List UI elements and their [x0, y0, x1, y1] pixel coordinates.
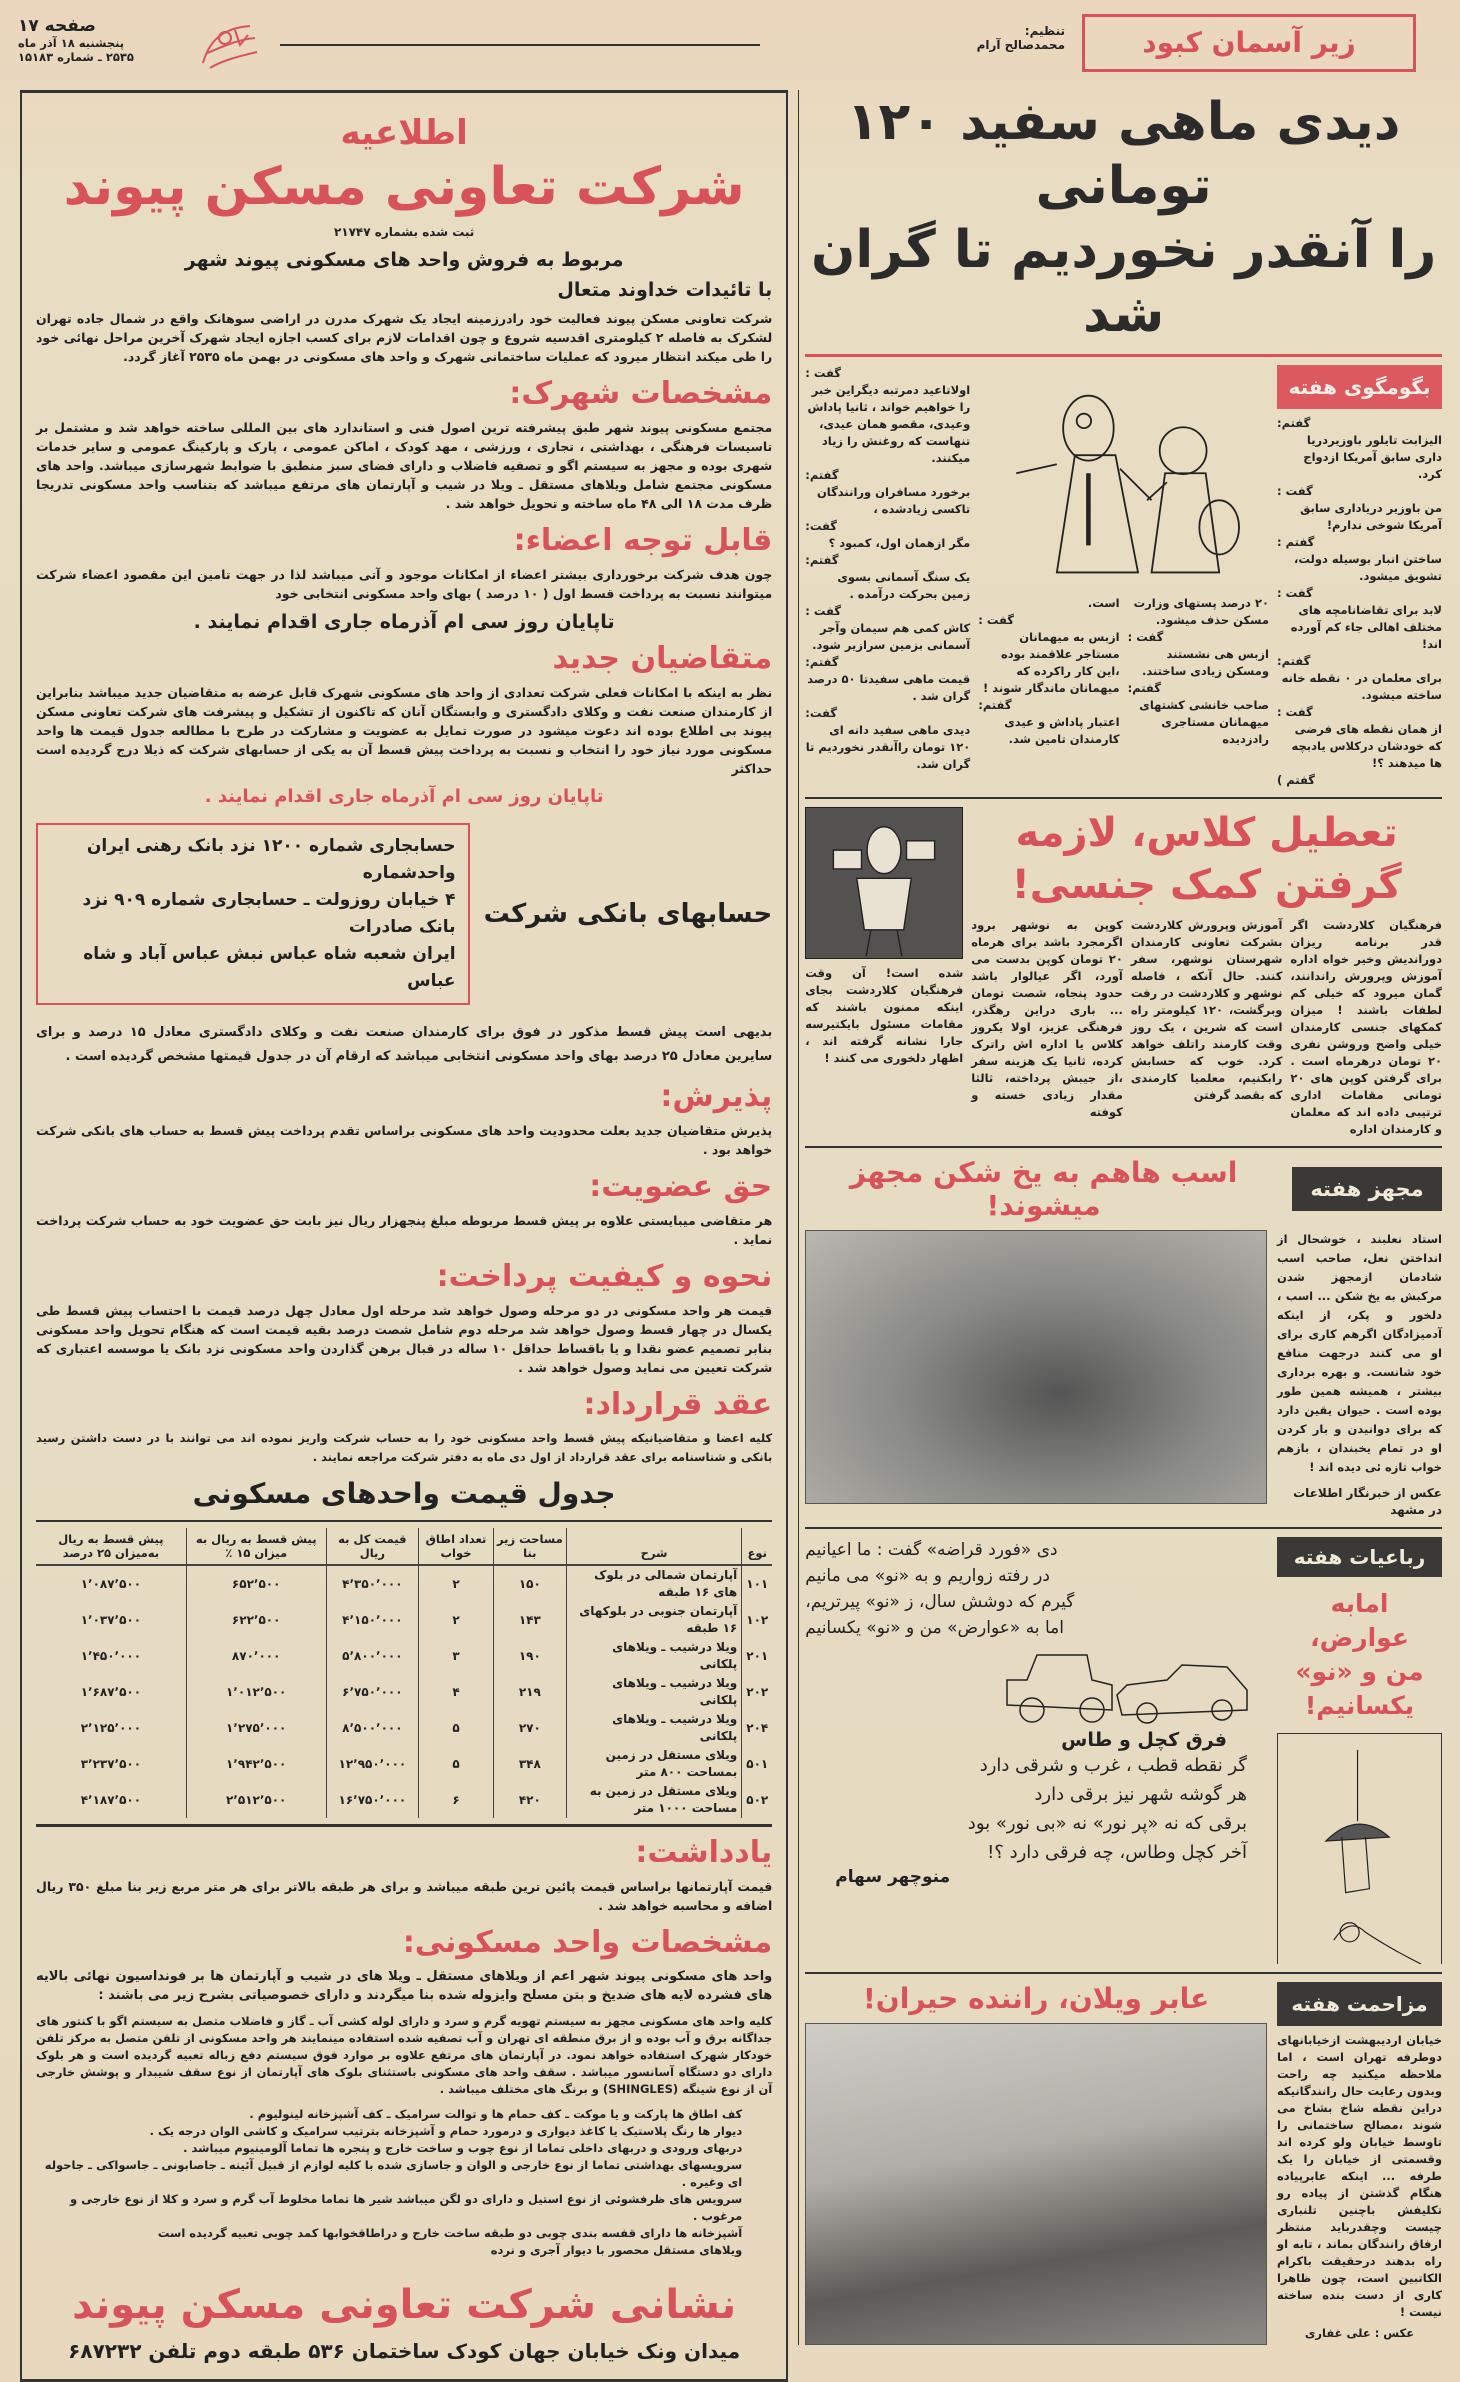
downpayment-text: بدیهی است پیش قسط مذکور در فوق برای کارمندان صنعت نفت و وکلای دادگستری معادل ۱۵ درصد و برای سایرین معادل ۲۵ درصد بهای واحد مسکونی انتخابی میباشد که ارقام آن در جدول قیمتها مشخص گردیده است .	[36, 1025, 773, 1064]
horse-headline: اسب هاهم به یخ شکن مجهز میشوند!	[849, 1156, 1238, 1222]
dialogue-line: گفتم:	[1277, 654, 1311, 668]
unit-spec-item: ویلاهای مستقل محصور با دیوار آجری و نرده	[490, 2243, 743, 2257]
street-side	[1277, 1982, 1442, 2342]
street-main	[805, 1982, 1267, 2345]
street-photo	[805, 2023, 1267, 2345]
class-columns	[971, 917, 1442, 1138]
acceptance-text: پذیرش متقاضیان جدید بعلت محدودیت واحد های مسکونی براساس تقدم پرداخت پیش قسط به حساب های بانکی شرکت خواهد بود .	[36, 1123, 773, 1157]
table-cell: ۴۲۰	[493, 1782, 566, 1818]
poem-line: اما به «عوارض» من و «نو» یکسانیم	[805, 1618, 1064, 1638]
class-column: آموزش وپرورش کلاردشت بشرکت تعاونی کارمندان شهرستان نوشهر، سفر کنند. حال آنکه ، فاصله نوشهر و کلاردشت در رفت وبرگشت، ۱۲۰ کیلومتر راه است که شرین ، یک روز وقت کارمند راتلف خواهد کرد. خوب که حسابش رابکنیم، معلمیا کارمندی که بقصد گرفتن	[1130, 918, 1283, 1102]
table-cell: ۴	[419, 1674, 494, 1710]
table-cell: ۱۴۳	[493, 1602, 566, 1638]
unit-specs-lead: واحد های مسکونی پیوند شهر اعم از ویلاهای مستقل ـ ویلا های در شیب و آپارتمان ها بر فونداسیون نهائی بالایه های فشرده لایه های ضدیخ و بتن مسلح وایزوله شده بنا میگردند و دارای خصوصیاتی بشرح زیر می باشند :	[36, 1969, 773, 2003]
rubaiyat-poem-2-title: فرق کچل و طاس	[1061, 1729, 1227, 1751]
table-cell: ۲۰۱	[742, 1638, 772, 1674]
masthead	[0, 0, 1460, 90]
table-header: پیش قسط به ریال به میزان ۱۵ ٪	[186, 1528, 326, 1565]
newspaper-logo	[195, 18, 265, 73]
dialogue-line: ۲۰ درصد پستهای وزارت مسکن حذف میشود.	[1133, 596, 1269, 627]
table-row	[36, 1674, 772, 1710]
table-header: مساحت زیر بنا	[493, 1528, 566, 1565]
applicants-deadline: تاپایان روز سی ام آذرماه جاری اقدام نمایند .	[204, 786, 604, 807]
credit-label: تنظیم:	[1024, 24, 1065, 38]
dialogue-line: مگر ازهمان اول، کمبود ؟	[828, 536, 971, 550]
table-cell: ۳۴۸	[493, 1746, 566, 1782]
dialogue-line: گفتم:	[805, 655, 839, 669]
address-title: نشانی شرکت تعاونی مسکن پیوند	[72, 2282, 737, 2328]
price-table-title: جدول قیمت واحدهای مسکونی	[192, 1477, 616, 1510]
table-cell: ۳٬۲۳۷٬۵۰۰	[80, 1756, 142, 1771]
table-cell: ۵٬۸۰۰٬۰۰۰	[326, 1638, 419, 1674]
dialogue-middle	[978, 365, 1269, 748]
heading-contract: عقد قرارداد:	[583, 1387, 773, 1422]
dialogue-line: گفت:	[805, 519, 837, 533]
main-headline-line: دیدی ماهی سفید ۱۲۰ تومانی	[846, 92, 1401, 216]
street-section	[805, 1982, 1442, 2345]
members-text: چون هدف شرکت برخورداری بیشتر اعضاء از امکانات موجود و آتی میباشد لذا در جهت تامین این مقصود اعضاء شرکت میتوانند نسبت به پرداخت قسط اول ( ۱۰ درصد ) بهای واحد مسکونی انتخابی خود	[36, 567, 773, 601]
table-cell: ۱۶٬۷۵۰٬۰۰۰	[326, 1782, 419, 1818]
members-deadline: تاپایان روز سی ام آذرماه جاری اقدام نمایند .	[193, 611, 615, 633]
dialogue-mid-right-column	[1128, 595, 1269, 748]
payment-text: قیمت هر واحد مسکونی در دو مرحله وصول خواهد شد مرحله اول معادل چهل درصد قیمت با احتساب پیش قسط طی یکسال در چهار قسط وصول خواهد شد مرحله دوم شامل شصت درصد بقیه قیمت است که هنگام تحویل واحد مسکونی بنابر تصمیم عضو نقدا و یا باقساط حداقل ۱۰ ساله در قبال برهن گذاردن واحد مسکونی نزد بانک یا موسسه اعتباری که شرکت تعیین می نماید وصول خواهد شد .	[36, 1303, 773, 1375]
dialogue-line: گفتم )	[1277, 773, 1315, 787]
table-cell: ۱۰۱	[742, 1565, 772, 1602]
table-cell: ۶	[419, 1782, 494, 1818]
ad-blessing: با تائیدات خداوند متعال	[557, 279, 773, 301]
table-cell: ۲۰۲	[742, 1674, 772, 1710]
dialogue-line: گفتم:	[978, 698, 1012, 712]
table-cell: ۱۲٬۹۵۰٬۰۰۰	[326, 1746, 419, 1782]
table-row	[36, 1710, 772, 1746]
horse-text-wrap	[1277, 1230, 1442, 1519]
table-cell: ۲۰۴	[742, 1710, 772, 1746]
dialogue-line: ازبس به میهمانان مستاجر علاقمند بوده ،این کار راکرده که میهمانان ماندگار شوند !	[982, 630, 1120, 695]
heading-applicants: متقاضیان جدید	[552, 641, 773, 676]
bank-accounts	[36, 823, 772, 1005]
ad-intro: شرکت تعاونی مسکن پیوند فعالیت خود رادرزمینه ایجاد یک شهرک مدرن در اراضی سوهانک واقع در شمال جاده تهران لشکرک به فاصله ۲ کیلومتری اقدسیه شروع و چون اقدامات لازم برای کسب اجازه ایجاد شهرک آخرین مراحل نهائی خود را طی میکند انتظار میرود که عملیات ساختمانی شهرک و واحد های مسکونی در بهمن ماه ۲۵۳۵ آغاز گردد.	[36, 311, 773, 364]
table-cell: ۳	[419, 1638, 494, 1674]
dialogue-line: است.	[1087, 596, 1120, 610]
table-cell: ۲۱۹	[493, 1674, 566, 1710]
dialogue-mid-columns	[978, 595, 1269, 748]
heading-membership: حق عضویت:	[589, 1169, 773, 1204]
dialogue-line: قیمت ماهی سفیدتا ۵۰ درصد گران شد .	[807, 672, 971, 703]
right-column	[798, 90, 1442, 2345]
dialogue-line: گفتم:	[1127, 681, 1161, 695]
rubaiyat-poem-1	[805, 1537, 1267, 1641]
class-headline-line: تعطیل کلاس، لازمه	[1015, 810, 1398, 856]
table-cell: ۴٬۱۵۰٬۰۰۰	[326, 1602, 419, 1638]
dialogue-line: گفت :	[805, 604, 841, 618]
ad-company-name: شرکت تعاونی مسکن پیوند	[63, 157, 745, 217]
horse-text: استاد نعلبند ، خوشحال از انداختن نعل، صاحب اسب شادمان ازمجهز شدن مرکبش به یخ شکن ... اسب ، دلخور و پکر، از اینکه آدمیزادگان اگرهم کاری برای او می کنند درجهت منافع خود شانست. و بهره برداری بیشتر ، همیشه همین طور بوده است . حیوان یقین دارد که برای دوانیدن و بار کردن او در تمام یخبندان ، بازهم خواب تازه ئی دیده اند !	[1277, 1232, 1442, 1474]
membership-text: هر متقاضی میبایستی علاوه بر پیش قسط مربوطه مبلغ پنجهزار ریال نیز بابت حق عضویت خود به حساب شرکت پرداخت نماید .	[36, 1213, 773, 1247]
rubaiyat-section	[805, 1537, 1442, 1964]
table-cell: ویلای مستقل در زمین بمساحت ۸۰۰ متر	[566, 1746, 741, 1782]
class-column: شده است! آن وقت فرهنگیان کلاردشت بجای اینکه ممنون باشند که مقامات مسئول بایکتیرسه جارا نشانه گرفته اند ، اظهار دلخوری می کنند !	[805, 966, 964, 1065]
section-divider	[805, 797, 1442, 799]
poem-line: گر نقطه قطب ، غرب و شرقی دارد	[979, 1755, 1247, 1776]
poem-line: آخر کچل وطاس، چه فرقی دارد ؟!	[987, 1842, 1247, 1863]
rubaiyat-headline-line: من و «نو» یکسانیم!	[1295, 1657, 1424, 1720]
bank-line: ایران شعبه شاه عباس نبش عباس آباد و شاه عباس	[83, 944, 456, 991]
table-cell: ۵۰۲	[742, 1782, 772, 1818]
dialogue-line: برخورد مسافران ورانندگان تاکسی زیادشده ،	[816, 485, 971, 516]
table-cell: ۸۷۰٬۰۰۰	[186, 1638, 326, 1674]
table-row	[36, 1746, 772, 1782]
table-cell: ۵	[419, 1746, 494, 1782]
dialogue-line: الیزابت تایلور باوزیردریا داری سابق آمریکا ازدواج کرد.	[1303, 433, 1442, 481]
class-side	[805, 807, 963, 1067]
bank-line: حسابجاری شماره ۱۲۰۰ نزد بانک رهنی ایران واحدشماره	[86, 836, 456, 883]
class-column: فرهنگیان کلاردشت اگر قدر برنامه ریزان دوراندیش وخیر خواه اداره آموزش وپرورش راندانند، گمان میرود که خیلی کم لطفات باشند ! میزان کمکهای جنسی کارمندان خیلی واضح وروشن نفری ۲۰ تومان درهرماه است . برای گرفتن کوپن های ۲۰ تومانی مقامات اداری ترتیبی داده اند که معلمان و کارمندان اداره	[1290, 918, 1442, 1136]
credits	[940, 24, 1065, 52]
dialogue-line: گفتم :	[1277, 535, 1315, 549]
dialogue-line: گفت :	[1127, 630, 1164, 644]
dialogue-line: برای معلمان در ۰ نقطه خانه ساخته میشود.	[1281, 671, 1442, 702]
heading-town-specs: مشخصات شهرک:	[509, 376, 773, 411]
street-headline: عابر ویلان، راننده حیران!	[863, 1982, 1210, 2015]
table-header: قیمت کل به ریال	[326, 1528, 419, 1565]
table-cell: ۱۵۰	[493, 1565, 566, 1602]
table-cell: ۲٬۱۲۵٬۰۰۰	[80, 1720, 142, 1735]
ad-notice: اطلاعیه	[340, 113, 468, 153]
umbrella-cartoon	[1277, 1733, 1442, 1964]
dialogue-line: یک سنگ آسمانی بسوی زمین بحرکت درآمده .	[837, 570, 971, 601]
table-cell: ۱٬۰۸۷٬۵۰۰	[80, 1576, 142, 1591]
dialogue-left-column	[805, 365, 970, 773]
table-header: نوع	[742, 1528, 772, 1565]
table-row	[36, 1565, 772, 1602]
dialogue-line: گفت :	[805, 366, 841, 380]
table-cell: ۴٬۱۸۷٬۵۰۰	[80, 1792, 142, 1807]
rubaiyat-side	[1277, 1537, 1442, 1964]
dialogue-line: لابد برای تقاضانامچه های مختلف اهالی جاء کم آورده اند!	[1290, 603, 1442, 651]
table-cell: ۴٬۳۵۰٬۰۰۰	[326, 1565, 419, 1602]
unit-spec-item: دیوار ها رنگ پلاستیک یا کاغذ دیواری و درمورد حمام و آشپزخانه بترتیب سرامیک و کاشی الوان درجه یک .	[149, 2124, 743, 2138]
rubaiyat-poem-2	[805, 1751, 1267, 1867]
contract-text: کلیه اعضا و متقاضیانیکه پیش قسط واحد مسکونی خود را به حساب شرکت واریز نموده اند می توانند با در دست داشتن رسید بانکی و شناسنامه برای عقد قرارداد از اول دی ماه به دفتر شرکت مراجعه نمایند .	[36, 1431, 773, 1464]
table-header: پیش قسط به ریال به‌میزان ۲۵ درصد	[36, 1528, 186, 1565]
heading-payment: نحوه و کیفیت پرداخت:	[436, 1259, 773, 1294]
section-divider	[805, 1146, 1442, 1148]
dialogue-line: اولاتاعید دمرتبه دیگراین خبر را خواهیم خواند ، ثانیا پاداش وعیدی، مقصو همان عیدی، تنهاست که روغنش را زیاد میکنند.	[807, 383, 971, 465]
dialogue-line: کاش کمی هم سیمان وآجر آسمانی بزمین سرازیر شود.	[812, 621, 971, 652]
dialogue-line: اعتبار پاداش و عیدی کارمندان تامین شد.	[1004, 715, 1120, 746]
dialogue-cartoon	[978, 365, 1269, 595]
unit-spec-item: آشپزخانه ها دارای قفسه بندی چوبی دو طبقه ساخت خارج و دراطاقخوابها کمد چوبی تعبیه گردیده است	[157, 2226, 743, 2240]
unit-spec-item: کف اطاق ها پارکت و یا موکت ـ کف حمام ها و توالت سرامیک ـ کف آشپزخانه لینولیوم .	[249, 2107, 743, 2121]
dialogue-line: از همان نقطه های فرضی که خودشان درکلاس یادبچه ها میدهند ؟!	[1291, 722, 1442, 770]
table-header: شرح	[566, 1528, 741, 1565]
heading-unit-specs: مشخصات واحد مسکونی:	[402, 1925, 773, 1960]
page-number: صفحه ۱۷	[18, 16, 96, 36]
dialogue-line: من باوزیر دریاداری سابق آمریکا شوخی ندارم!	[1300, 501, 1442, 532]
main-headline	[805, 90, 1442, 346]
horse-header	[805, 1156, 1442, 1222]
table-cell: ۵۰۱	[742, 1746, 772, 1782]
unit-spec-item: سرویس های ظرفشوئی از نوع استیل و دارای دو لگن میباشد شیر ها تماما مخلوط آب گرم و سرد و کلا از نوع خارجی و مرغوب .	[70, 2192, 743, 2223]
table-cell: ویلای مستقل در زمین به مساحت ۱۰۰۰ متر	[566, 1782, 741, 1818]
issue-number: ۲۵۳۵ ـ شماره ۱۵۱۸۳	[18, 50, 134, 64]
ad-registration: ثبت شده بشماره ۲۱۷۴۷	[333, 225, 475, 239]
rubaiyat-author: منوچهر سهام	[835, 1867, 951, 1887]
ad-subject: مربوط به فروش واحد های مسکونی پیوند شهر	[184, 249, 624, 271]
horse-photo	[805, 1230, 1267, 1504]
applicants-text: نظر به اینکه با امکانات فعلی شرکت تعدادی از واحد های مسکونی شهرک قابل عرضه به متقاضیان جدید میباشد بنابراین از کارمندان صنعت نفت و وکلای دادگستری و وابستگان آنان که تاکنون از تشکیل و پیشرفت های شرکت تعاونی مسکن پیوند بی اطلاع بوده اند دعوت میشود در صورت تمایل به عضویت و مشارکت در طرح با مطالعه جدول قیمت ها واحد مسکونی مورد نیاز خود را انتخاب و نسبت به پرداخت پیش قسط آن به یکی از حسابهای شرکت که ذیلا درج گردیده است حداکثر	[36, 685, 773, 776]
table-cell: ۶٬۷۵۰٬۰۰۰	[326, 1674, 419, 1710]
street-label: مزاحمت هفته	[1277, 1982, 1442, 2026]
table-row	[36, 1638, 772, 1674]
dialogue-line: گفت :	[1277, 484, 1313, 498]
horse-label: مجهز هفته	[1292, 1167, 1442, 1211]
rubaiyat-label: رباعیات هفته	[1277, 1537, 1442, 1577]
dialogue-right-column	[1277, 415, 1442, 789]
horse-body	[805, 1230, 1442, 1519]
class-main	[971, 807, 1442, 1138]
dialogue-line: گفت:	[805, 706, 837, 720]
poem-line: دی «فورد قراضه» گفت : ما اعیانیم	[805, 1540, 1058, 1560]
class-cartoon	[805, 807, 963, 959]
table-cell: ویلا درشیب ـ ویلاهای پلکانی	[566, 1674, 741, 1710]
bank-accounts-label: حسابهای بانکی شرکت	[483, 899, 773, 929]
table-cell: ویلا درشیب ـ ویلاهای پلکانی	[566, 1710, 741, 1746]
car-cartoon	[805, 1645, 1267, 1725]
table-cell: آپارتمان جنوبی در بلوکهای ۱۶ طبقه	[566, 1602, 741, 1638]
bank-accounts-box	[36, 823, 470, 1005]
masthead-rule	[280, 44, 760, 46]
dialogue-line: صاحب خانشی کشتهای میهمانان مستاجری رادزدیده	[1139, 698, 1269, 746]
main-headline-line: را آنقدر نخوردیم تا گران شد	[810, 220, 1437, 344]
table-cell: ۱٬۰۱۲٬۵۰۰	[186, 1674, 326, 1710]
poem-line: در رفته زواریم و به «نو» می مانیم	[805, 1566, 1050, 1586]
table-row	[36, 1782, 772, 1818]
rubaiyat-main	[805, 1537, 1267, 1887]
dialogue-section	[805, 365, 1442, 789]
class-headline-line: گرفتن کمک جنسی!	[1011, 862, 1402, 908]
unit-spec-item: سرویسهای بهداشتی تماما از نوع خارجی و الوان و جاسازی شده با کلیه لوازم از قبیل آئینه ـ جاصابونی ـ جاسواکی ـ جاحوله ای وغیره .	[44, 2158, 743, 2189]
dialogue-label: بگومگوی هفته	[1277, 365, 1442, 409]
poem-line: برقی که نه «پر نور» نه «بی نور» بود	[967, 1813, 1247, 1834]
table-cell: ۱٬۲۷۵٬۰۰۰	[186, 1710, 326, 1746]
class-section	[805, 807, 1442, 1138]
class-headline	[971, 807, 1442, 911]
poem-line: هر گوشه شهر نیز برقی دارد	[1034, 1784, 1247, 1805]
table-cell: ۲۷۰	[493, 1710, 566, 1746]
dialogue-line: ازبس هی نشستند ومسکن زیادی ساختند.	[1141, 647, 1269, 678]
table-cell: ۱۹۰	[493, 1638, 566, 1674]
horse-caption: عکس از خبرنگار اطلاعات در مشهد	[1293, 1486, 1442, 1517]
table-cell: ۶۲۲٬۵۰۰	[186, 1602, 326, 1638]
dialogue-line: گفت :	[1277, 586, 1313, 600]
table-cell: آپارتمان شمالی در بلوک های ۱۶ طبقه	[566, 1565, 741, 1602]
heading-members: قابل توجه اعضاء:	[513, 523, 773, 558]
street-text: خیابان اردیبهشت ازخیابانهای دوطرفه تهران است ، اما ملاحظه میکنید چه راحت وبدون رعایت حال رانندگانیکه دراین نقطه شاخ بشاخ می شوند ،مصالح ساختمانی را تاوسط خیابان ولو کرده اند وقسمتی از خیابان را یک طرفه ... اینکه عابرپیاده هنگام گذشتن از پیاده رو تکلیفش باچنین تلنباری چیست وچقدرباید منتظر ارفاق رانندگان بماند ، تابه او راه بدهند درحقیقت باکرام الکاتبین است، چون ظاهرا کاری از دست بنده ساخته نیست !	[1277, 2033, 1442, 2319]
red-rule	[805, 354, 1442, 357]
table-cell: ویلا درشیب ـ ویلاهای پلکانی	[566, 1638, 741, 1674]
poem-line: گیرم که دوشش سال، ز «نو» پیرتریم،	[805, 1592, 1075, 1612]
class-column: کوپن به نوشهر برود اگرمجرد باشد برای هرماه ۲۰ تومان کوپن بدست می آورد، اگر عیالوار باشد حدود پنجاه، شصت تومان ... باری دراین رهگذر، فرهنگی عزیز، اولا یکروز کلاس یا اداره اش راترک کرده، ثانیا یک هزینه سفر ،از جیبش پرداخته، ثالثا مقدار زیادی خسته و کوفته	[971, 918, 1123, 1119]
note-text: قیمت آپارتمانها براساس قیمت پائین ترین طبقه میباشد و برای هر طبقه بالاتر برای هر متر مربع زیر بنا مبلغ ۳۵۰ ریال اضافه و محاسبه خواهد شد .	[36, 1879, 773, 1913]
street-caption: عکس : علی غفاری	[1304, 2326, 1415, 2340]
dialogue-line: گفتم:	[805, 468, 839, 482]
table-cell: ۱۰۲	[742, 1602, 772, 1638]
heading-acceptance: پذیرش:	[660, 1079, 773, 1114]
table-cell: ۲	[419, 1602, 494, 1638]
section-title-box: زیر آسمان کبود	[1082, 14, 1416, 72]
bank-line: ۴ خیابان روزولت ـ حسابجاری شماره ۹۰۹ نزد بانک صادرات	[82, 890, 456, 937]
table-cell: ۸٬۵۰۰٬۰۰۰	[326, 1710, 419, 1746]
issue-date: پنجشنبه ۱۸ آذر ماه	[18, 36, 125, 50]
credit-name: محمدصالح آرام	[976, 38, 1065, 52]
table-row	[36, 1602, 772, 1638]
rubaiyat-headline	[1277, 1587, 1442, 1723]
page-info	[18, 16, 188, 64]
table-cell: ۱٬۴۵۰٬۰۰۰	[80, 1648, 142, 1663]
section-divider	[805, 1972, 1442, 1974]
table-header: تعداد اطاق خواب	[419, 1528, 494, 1565]
table-cell: ۱٬۰۳۷٬۵۰۰	[80, 1612, 142, 1627]
housing-ad	[20, 90, 788, 2382]
section-divider	[805, 1527, 1442, 1529]
dialogue-line: دیدی ماهی سفید دانه ای ۱۲۰ تومان راآنقدر نخوردیم تا گران شد.	[805, 723, 971, 771]
town-specs-text: مجتمع مسکونی پیوند شهر طبق پیشرفته ترین اصول فنی و استاندارد های بین المللی ساخته خواهد شد و مشتمل بر تاسیسات فرهنگی ، بهداشتی ، تجاری ، ورزشی ، مهد کودک ، اماکن عمومی ، پارک و پارکینگ عمومی و سایر خدمات شهری بوده و مجهز به سیستم اگو و تصفیه فاضلاب و دارای فضای سبز منطبق با ضوابط شهرسازی میباشد. واحد های مسکونی مجتمع شامل ویلاهای مستقل ـ ویلا در شیب و آپارتمان های مرتفع میباشد که بتناسب واحد مسکونی تدریجا ظرف مدت ۱۸ الی ۴۸ ماه ساخته و تحویل خواهد شد .	[36, 420, 773, 511]
table-cell: ۲	[419, 1565, 494, 1602]
table-cell: ۵	[419, 1710, 494, 1746]
unit-spec-item: دربهای ورودی و دربهای داخلی تماما از نوع چوب و ساخت خارج و پنجره ها تماما آلومینیوم میباشد .	[183, 2141, 743, 2155]
dialogue-line: گفت :	[978, 613, 1014, 627]
dialogue-line: گفتم:	[1277, 416, 1311, 430]
dialogue-line: ساختن انبار بوسیله دولت، تشویق میشود.	[1294, 552, 1442, 583]
dialogue-mid-left-column	[978, 595, 1119, 748]
table-cell: ۱٬۶۸۷٬۵۰۰	[80, 1684, 142, 1699]
price-table	[36, 1520, 772, 1827]
heading-note: یادداشت:	[635, 1835, 773, 1870]
dialogue-line: گفتم:	[805, 553, 839, 567]
dialogue-line: گفت :	[1277, 705, 1313, 719]
rubaiyat-headline-line: امابه عوارض،	[1310, 1589, 1409, 1652]
unit-specs-list	[36, 2106, 772, 2259]
table-cell: ۶۵۲٬۵۰۰	[186, 1565, 326, 1602]
unit-specs-body: کلیه واحد های مسکونی مجهز به سیستم تهویه گرم و سرد و دارای لوله کشی آب ـ گاز و فاضلاب متصل به سیستم اگو با کنتور های جداگانه برق و آب بوده و از برق منطقه ای تهران و آب تصفیه شده استفاده مینمایند هر واحد مسکونی از تلفن متصل به مرکز تلفن خودکار شهرک استفاده خواهد نمود. در آپارتمان های مرتفع علاوه بر موارد فوق سیستم دفع زباله تعبیه گردیده است و هر بلوک دارای دو دستگاه آسانسور میباشد . سقف واحد های مسکونی باستثنای بلوک های آپارتمان از نوع سقف شیبدار و پوشش خارجی آن از نوع شینگه (SHINGLES) و برنگ های مختلف میباشد .	[36, 2014, 773, 2096]
company-address: میدان ونک خیابان جهان کودک ساختمان ۵۳۶ طبقه دوم تلفن ۶۸۷۲۳۲	[68, 2339, 741, 2363]
table-cell: ۱٬۹۴۲٬۵۰۰	[186, 1746, 326, 1782]
dialogue-right-wrap	[1277, 365, 1442, 789]
table-cell: ۲٬۵۱۲٬۵۰۰	[186, 1782, 326, 1818]
